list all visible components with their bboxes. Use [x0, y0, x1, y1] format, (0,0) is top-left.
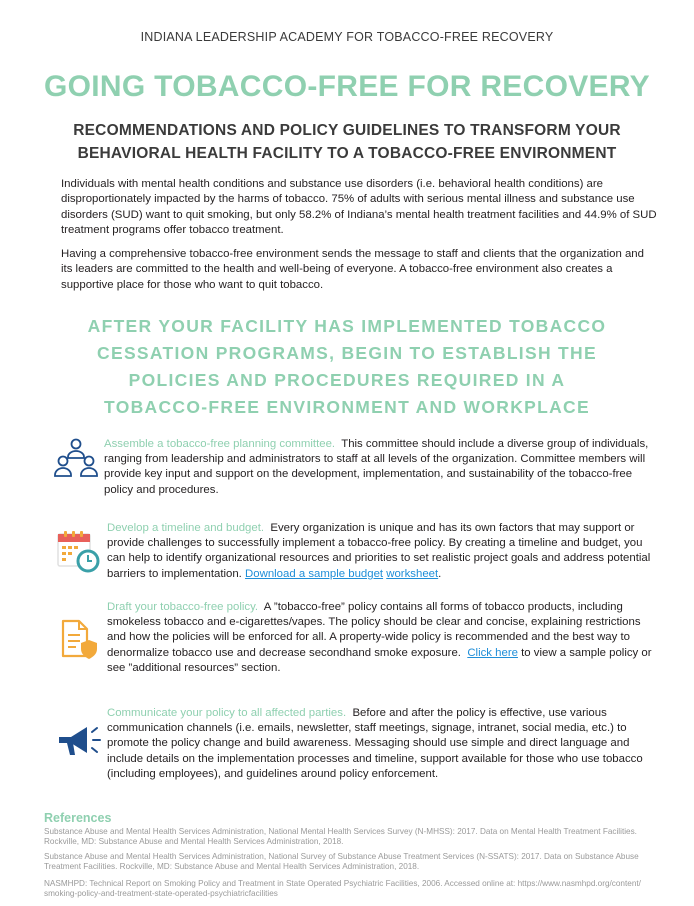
- reference-item: Substance Abuse and Mental Health Services Administration, National Mental Health Services Survey (N-MHSS): 2017. Data on Mental Health Treatment Facilities. Rockville, MD: Substance Abuse and Mental Health Services Administration, 2018.: [44, 827, 637, 846]
- people-group-icon: [53, 437, 99, 479]
- section-body: Before and after the policy is effective, use various communication channels (i.e. emails, newsletter, staff meetings, signage, intranet, social media, etc.) to promote the policy change and build awareness. Messaging should use simple and direct language and include details on the implementation processes and timeline, support available for those who use tobacco (including employees), and guidelines around policy enforcement.: [107, 707, 643, 780]
- callout-line-1: AFTER YOUR FACILITY HAS IMPLEMENTED TOBACCO: [87, 316, 607, 336]
- section-lead: Develop a timeline and budget.: [107, 522, 265, 534]
- section-lead: Assemble a tobacco-free planning committee.: [104, 438, 336, 450]
- section-planning-committee: [104, 437, 656, 498]
- section-communicate-policy: [107, 706, 655, 782]
- sample-policy-link[interactable]: Click here: [467, 646, 518, 659]
- worksheet-link[interactable]: worksheet: [386, 567, 439, 580]
- section-timeline-budget: [107, 521, 655, 582]
- page-title: GOING TOBACCO-FREE FOR RECOVERY: [43, 70, 650, 103]
- intro-paragraph-1: Individuals with mental health conditions and substance use disorders (i.e. behavioral health conditions) are disproportionately impacted by the harms of tobacco. 75% of adults with serious mental illness and substance use disorders (SUD) want to quit smoking, but only 58.2% of Indiana’s mental health treatment facilities and 44.9% of SUD treatment programs offer tobacco treatment.: [61, 178, 657, 236]
- callout-line-3: POLICIES AND PROCEDURES REQUIRED IN A: [128, 370, 566, 390]
- budget-download-link[interactable]: Download a sample budget: [245, 567, 384, 580]
- subtitle-line-1: RECOMMENDATIONS AND POLICY GUIDELINES TO TRANSFORM YOUR: [73, 122, 621, 139]
- academy-name: INDIANA LEADERSHIP ACADEMY FOR TOBACCO-FREE RECOVERY: [140, 30, 554, 44]
- callout-heading: [40, 313, 654, 421]
- section-draft-policy: [107, 600, 655, 676]
- calendar-clock-icon: [56, 530, 102, 574]
- callout-line-4: TOBACCO-FREE ENVIRONMENT AND WORKPLACE: [104, 397, 590, 417]
- sentence-end: .: [438, 567, 442, 580]
- reference-item: Substance Abuse and Mental Health Services Administration, National Survey of Substance Abuse Treatment Services (N-SSATS): 2017. Data on Substance Abuse Treatment Facilities. Rockville, MD: Substance Abuse and Mental Health Services Administration, 2018.: [44, 852, 639, 871]
- section-lead: Draft your tobacco-free policy.: [107, 601, 259, 613]
- callout-line-2: CESSATION PROGRAMS, BEGIN TO ESTABLISH THE: [97, 343, 597, 363]
- references-heading: References: [44, 811, 112, 825]
- document-shield-icon: [60, 618, 100, 660]
- section-body-end: to view a sample policy or see ”additional resources” section.: [107, 646, 652, 674]
- page-subtitle: [40, 119, 654, 165]
- intro-paragraph-2: Having a comprehensive tobacco-free environment sends the message to staff and clients that the organization and its leaders are committed to the health and well-being of everyone. A tobacco-free environment also creates a supportive place for those who want to quit tobacco.: [61, 248, 644, 291]
- section-body: This committee should include a diverse group of individuals, ranging from leadership and administrators to staff at all levels of the organization. Committee members will provide key input and support on the development, implementation, and sustainability of the tobacco-free policy and procedures.: [104, 438, 649, 496]
- subtitle-line-2: BEHAVIORAL HEALTH FACILITY TO A TOBACCO-FREE ENVIRONMENT: [77, 145, 617, 162]
- reference-item: NASMHPD: Technical Report on Smoking Policy and Treatment in State Operated Psychiatric Facilities, 2006. Accessed online at: https://www.nasmhpd.org/content/ smoking-policy-and-treatment-state-operated-psychiatricfacilities: [44, 879, 641, 898]
- section-body: Every organization is unique and has its own factors that may support or provide challenges to successfully implement a tobacco-free policy. By creating a timeline and budget, you can help to identify organizational resources and priorities to set realistic project goals and address potential barriers to implementation.: [107, 522, 651, 580]
- megaphone-icon: [57, 718, 103, 762]
- section-lead: Communicate your policy to all affected parties.: [107, 707, 347, 719]
- section-body: A ”tobacco-free” policy contains all forms of tobacco products, including smokeless tobacco and e-cigarettes/vapes. The policy should be clear and concise, explaining restrictions and how the policies will be enforced for all. A property-wide policy is recommended and the best way to denormalize tobacco use and decrease secondhand smoke exposure.: [107, 601, 641, 659]
